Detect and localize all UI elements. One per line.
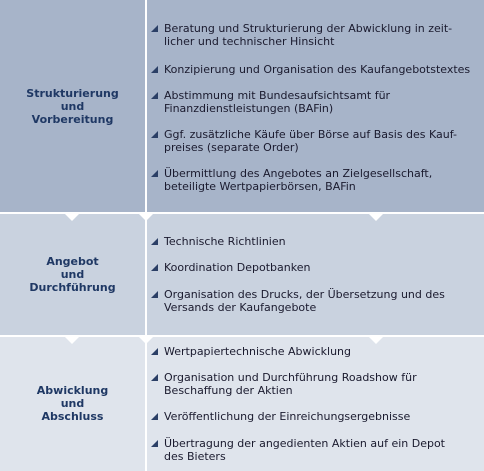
section-title-line: Abschluss [41,410,104,423]
notch-arrow-icon [139,214,153,221]
item-text-line: licher und technischer Hinsicht [164,35,335,48]
section-items-cell [147,0,484,213]
item-text-line: Abstimmung mit Bundesaufsichtsamt für [164,89,391,102]
notch-arrow-icon [369,214,383,221]
section-title-line: und [60,100,85,113]
section-divider [0,212,484,214]
item-text-line: Technische Richtlinien [164,235,286,248]
list-item [151,371,476,397]
section-label-cell [0,213,145,336]
bullet-triangle-icon [151,261,164,274]
list-item [151,22,476,48]
bullet-triangle-icon [151,63,164,76]
section-title-line: Vorbereitung [31,113,114,126]
notch-arrow-icon [139,337,153,344]
bullet-triangle-icon [151,437,164,463]
item-text-line: Beratung und Strukturierung der Abwicklung in zeit- [164,22,453,35]
item-text-line: Veröffentlichung der Einreichungsergebnisse [164,410,411,423]
list-item [151,410,476,423]
section-items-cell [147,213,484,336]
item-text-line: beteiligte Wertpapierbörsen, BAFin [164,180,356,193]
bullet-triangle-icon [151,410,164,423]
item-text-line: Organisation und Durchführung Roadshow für [164,371,417,384]
list-item [151,167,476,193]
section-title-line: und [60,397,85,410]
bullet-triangle-icon [151,89,164,115]
section-label-cell [0,0,145,213]
bullet-triangle-icon [151,371,164,397]
item-text-line: Organisation des Drucks, der Übersetzung und des [164,288,445,301]
item-text-line: Finanzdienstleistungen (BAFin) [164,102,334,115]
bullet-triangle-icon [151,128,164,154]
item-text-line: Wertpapiertechnische Abwicklung [164,345,351,358]
notch-arrow-icon [65,214,79,221]
section-title-line: Angebot [46,255,99,268]
section-title [37,384,108,423]
section-label-cell [0,336,145,471]
item-text-line: Übertragung der angedienten Aktien auf ein Depot [164,437,445,450]
bullet-triangle-icon [151,235,164,248]
item-text-line: Versands der Kaufangebote [164,301,317,314]
bullet-triangle-icon [151,345,164,358]
section-divider [0,335,484,337]
section-title [29,255,115,294]
bullet-triangle-icon [151,22,164,48]
bullet-triangle-icon [151,167,164,193]
section-items-cell [147,336,484,471]
item-text-line: Konzipierung und Organisation des Kaufangebotstextes [164,63,471,76]
item-text-line: Ggf. zusätzliche Käufe über Börse auf Basis des Kauf- [164,128,458,141]
list-item [151,63,476,76]
section-abschluss [0,336,484,471]
list-item [151,437,476,463]
list-item [151,288,476,314]
column-divider [145,0,147,471]
section-title [26,87,118,126]
notch-arrow-icon [65,337,79,344]
list-item [151,261,476,274]
list-item [151,345,476,358]
list-item [151,235,476,248]
list-item [151,128,476,154]
section-title-line: Durchführung [29,281,116,294]
section-title-line: und [60,268,85,281]
item-text-line: Beschaffung der Aktien [164,384,293,397]
item-text-line: des Bieters [164,450,226,463]
section-durchfuehrung [0,213,484,336]
section-title-line: Abwicklung [36,384,109,397]
list-item [151,89,476,115]
item-text-line: preises (separate Order) [164,141,299,154]
item-text-line: Koordination Depotbanken [164,261,311,274]
section-vorbereitung [0,0,484,213]
notch-arrow-icon [369,337,383,344]
section-title-line: Strukturierung [26,87,119,100]
item-text-line: Übermittlung des Angebotes an Zielgesellschaft, [164,167,433,180]
bullet-triangle-icon [151,288,164,314]
